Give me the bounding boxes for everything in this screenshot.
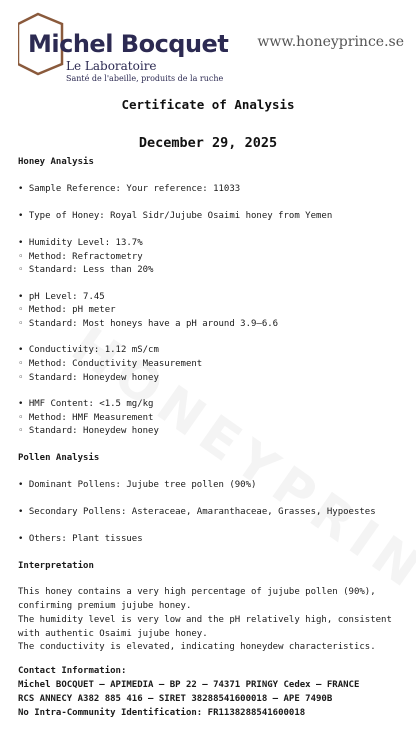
sample-reference: • Sample Reference: Your reference: 11033 [18,184,241,194]
hmf-content: • HMF Content: <1.5 mg/kg [18,399,154,409]
hmf-method: ◦ Method: HMF Measurement [18,413,154,423]
interpretation-paragraph-2: The humidity level is very low and the pH relatively high, consistent with authentic Osaimi jujube honey. [18,615,392,639]
contact-address: Michel BOCQUET – APIMEDIA – BP 22 – 74371 PRINGY Cedex – FRANCE [18,680,360,690]
honey-analysis-heading: Honey Analysis [18,157,94,167]
honey-type: • Type of Honey: Royal Sidr/Jujube Osaimi honey from Yemen [18,211,333,221]
humidity-standard: ◦ Standard: Less than 20% [18,265,154,275]
other-pollens: • Others: Plant tissues [18,534,143,544]
ph-method: ◦ Method: pH meter [18,305,116,315]
interpretation-paragraph-3: The conductivity is elevated, indicating honeydew characteristics. [18,642,376,652]
ph-level: • pH Level: 7.45 [18,292,105,302]
interpretation-heading: Interpretation [18,561,94,571]
secondary-pollens: • Secondary Pollens: Asteraceae, Amaranthaceae, Grasses, Hypoestes [18,507,376,517]
hmf-standard: ◦ Standard: Honeydew honey [18,426,159,436]
humidity-method: ◦ Method: Refractometry [18,252,143,262]
brand-logo [18,12,238,83]
dominant-pollens: • Dominant Pollens: Jujube tree pollen (90%) [18,480,257,490]
brand-subtitle: Le Laboratoire [66,59,157,73]
contact-heading: Contact Information: [18,666,127,676]
brand-name: Michel Bocquet [28,30,229,58]
brand-tagline: Santé de l'abeille, produits de la ruche [66,74,224,83]
interpretation-paragraph-1: This honey contains a very high percentage of jujube pollen (90%), confirming premium jujube honey. [18,587,376,611]
pollen-analysis-heading: Pollen Analysis [18,453,100,463]
conductivity-method: ◦ Method: Conductivity Measurement [18,359,203,369]
contact-vat-id: No Intra-Community Identification: FR1138288541600018 [18,708,306,718]
conductivity: • Conductivity: 1.12 mS/cm [18,345,159,355]
conductivity-standard: ◦ Standard: Honeydew honey [18,373,159,383]
website-link[interactable]: www.honeyprince.se [257,34,404,50]
document-title: Certificate of Analysis [121,97,295,112]
ph-standard: ◦ Standard: Most honeys have a pH around 3.9–6.6 [18,319,279,329]
humidity-level: • Humidity Level: 13.7% [18,238,143,248]
contact-registration: RCS ANNECY A382 885 416 – SIRET 38288541600018 – APE 7490B [18,694,333,704]
document-date: December 29, 2025 [138,135,278,151]
